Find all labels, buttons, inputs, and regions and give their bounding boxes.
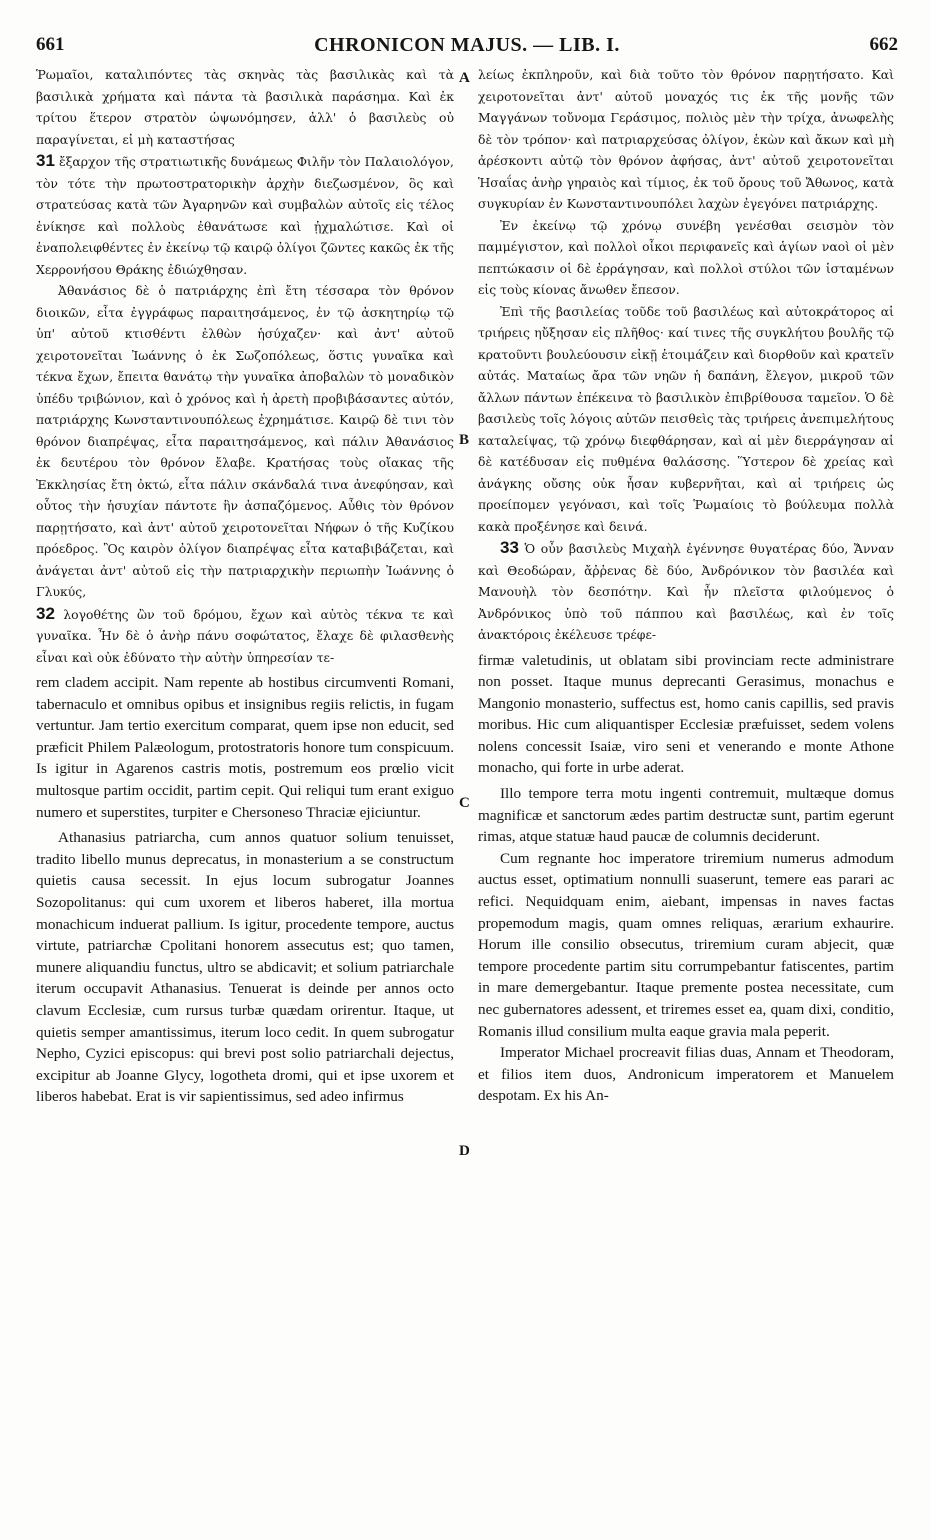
greek-paragraph: λείως ἐκπληροῦν, καὶ διὰ τοῦτο τὸν θρόνον παρῃτήσατο. Καὶ χειροτονεῖται ἀντ' αὐτοῦ μοναχός τις ἐκ τῆς μονῆς τῶν Μαγγάνων τοὔνομα Γεράσιμος, πολιὸς μὲν τὴν τρίχα, ἀνωφελὴς δὲ τὸν τρόπον· καὶ πατριαρχεύσας ὀλίγον, ἑκὼν καὶ ἄκων καὶ μὴ ἀρέσκοντι αὐτῷ τὸν θρόνον ἀφήσας, ἀντ' αὐτοῦ χειροτονεῖται Ἡσαΐας ἀνὴρ γηραιὸς καὶ τίμιος, ἐκ τοῦ ὄρους τοῦ Ἄθωνος, κατὰ συγκυρίαν ἐν Κωνσταντινουπόλει λαχὼν ἐγεγόνει πατριάρχης. [478,67,894,211]
greek-paragraph: Ἀθανάσιος δὲ ὁ πατριάρχης ἐπὶ ἔτη τέσσαρα τὸν θρόνον διοικῶν, εἶτα ἐγγράφως παραιτησάμενος, ἐν τῷ ἀσκητηρίῳ τῷ ὑπ' αὐτοῦ κτισθέντι ἐλθὼν ἡσύχαζεν· καὶ ἀντ' αὐτοῦ χειροτονεῖται Ἰωάννης ὁ ἐκ Σωζοπόλεως, ὅστις γυναῖκα καὶ τέκνα ἔχων, ἔπειτα θανάτῳ τὴν γυναῖκα ἀποβαλὼν τὸ μοναδικὸν ὑπέδυ τριβώνιον, καὶ ὁ χρόνος καὶ ἡ ἀρετὴ προβιβάσαντες αὐτόν, πατριάρχης Κωνσταντινουπόλεως ἐχρημάτισε. Καιρῷ δὲ τινι τὸν θρόνον διαπρέψας, εἶτα παραιτησάμενος, καὶ πάλιν Ἀθανάσιος ἐκ δευτέρου τὸν θρόνον ἔλαβε. Κρατήσας τοὺς οἴακας τῆς Ἐκκλησίας ἔτη ὀκτώ, εἶτα πάλιν σκάνδαλά τινα ἀνεφύησαν, καὶ οὗτος τὴν ἡσυχίαν πάντοτε ἣν ἀσπαζόμενος. Αὖθις τὸν θρόνον παρῃτήσατο, καὶ ἀντ' αὐτοῦ χειροτονεῖται Νήφων ὁ τῆς Κυζίκου πρόεδρος. Ὃς καιρὸν ὀλίγον διαπρέψας εἶτα καταβιβάζεται, καὶ ἀνάγεται ἀντ' αὐτοῦ εἰς τὴν πατριαρχικὴν περιωπὴν Ἰωάννης ὁ Γλυκύς, [36,283,454,599]
greek-paragraph [36,603,454,669]
page-number-right: 662 [869,34,898,55]
margin-marker-a: A [459,70,470,86]
latin-paragraph: Illo tempore terra motu ingenti contremuit, multæque domus magnificæ et sanctorum ædes partim destructæ sunt, partim egerunt rimas, atque statuæ haud paucæ de columnis deciderunt. [478,785,894,846]
greek-paragraph: Ἐπὶ τῆς βασιλείας τοῦδε τοῦ βασιλέως καὶ αὐτοκράτορος αἱ τριήρεις ηὔξησαν εἰς πλῆθος· καί τινες τῆς συγκλήτου βουλῆς τῷ κρατοῦντι βουλεύουσιν εἰκῇ ἑτοιμάζειν καὶ διορθοῦν καὶ κρατεῖν αὐτάς. Ματαίως ἄρα τῶν νηῶν ἡ δαπάνη, ἔλεγον, μικροῦ τῶν ἄλλων πάντων ἐπέκεινα τὸ βασιλικὸν ἐπιβρίθουσα ταμεῖον. Ὁ δὲ βασιλεὺς τοῖς λόγοις αὐτῶν πεισθεὶς τὰς τριήρεις ἀνεπιμελήτους καταλείψας, τῷ χρόνῳ διεφθάρησαν, καὶ αἱ μὲν διερράγησαν αἱ δὲ κατέδυσαν εἰς πυθμένα θαλάσσης. Ὕστερον δὲ χρείας καὶ ἀνάγκης οὔσης οὐκ ἦσαν κυβερνῆται, καὶ αἱ τριήρεις ὡς προείπομεν γεγόνασι, καὶ τοῖς Ῥωμαίοις τὸ βούλευμα πολλὰ κακὰ προξένησε καὶ δεινά. [478,303,894,534]
margin-marker-c: C [459,795,470,811]
margin-marker-d: D [459,1143,470,1159]
page-number-left: 661 [36,34,65,55]
latin-paragraph: Athanasius patriarcha, cum annos quatuor solium tenuisset, tradito libello munus deprecatus, in monasterium a se constructum quietis causa secessit. In ejus locum subrogatur Joannes Sozopolitanus: qui cum uxorem et liberos haberet, illa mortua monachicum induerat pallium. Is igitur, procedente tempore, auctus virtute, patriarchæ Cpolitani honorem assecutus est; quo tamen, munere aliquandiu functus, ultro se abdicavit; et solium patriarchale iterum occupavit Athanasius. Tenuerat is deinde per annos octo clavum Ecclesiæ, cum rursus turbæ quædam orirentur. Itaque, ut quietis semper amantissimus, iterum loco cedit. In quem subrogatur Nepho, Cyzici episcopus: qui brevi post solio patriarchali dejectus, excipitur ab Joanne Glycy, logotheta dromi, qui et ipse uxorem et liberos habebat. Erat is vir sapientissimus, sed adeo infirmus [36,829,454,1106]
greek-paragraph: Ῥωμαῖοι, καταλιπόντες τὰς σκηνὰς τὰς βασιλικὰς καὶ τὰ βασιλικὰ χρήματα καὶ πάντα τὰ βασιλικὰ παράσημα. Καὶ ἐκ τρίτου ἕτερον στρατὸν ὠψωνόμησεν, ἀλλ' ὁ βασιλεὺς οὐ παραγίνεται, εἰ μὴ καταστήσας [36,67,454,147]
right-column [478,64,894,1107]
greek-text: ἔξαρχον τῆς στρατιωτικῆς δυνάμεως Φιλῆν τὸν Παλαιολόγον, τὸν τότε τὴν πρωτοστρατορικὴν ἀρχὴν διεζωσμένον, ὃς καὶ στρατεύσας κατὰ τῶν Ἀγαρηνῶν καὶ συμβαλὼν αὐτοῖς εἰς τέλος ἐνίκησε καὶ πολλοὺς ἐθανάτωσε καὶ ᾐχμαλώτισε. Καὶ οἱ ἐναπολειφθέντες ἐν ἐκείνῳ τῷ καιρῷ ὀλίγοι ζῶντες κακῶς ἐκ τῆς Χερρονήσου Θράκης ἐδιώχθησαν. [36,154,454,277]
section-number: 33 [500,538,519,557]
section-number: 31 [36,151,55,170]
margin-marker-b: B [459,432,470,448]
greek-text: λογοθέτης ὢν τοῦ δρόμου, ἔχων καὶ αὐτὸς τέκνα τε καὶ γυναῖκα. Ἦν δὲ ὁ ἀνὴρ πάνυ σοφώτατος, ἔλαχε δὲ φιλασθενὴς εἶναι καὶ οὐκ ἐδύνατο τὴν αὐτὴν ὑπηρεσίαν τε- [36,606,454,665]
section-number: 32 [36,603,55,623]
greek-text: Ὁ οὖν βασιλεὺς Μιχαὴλ ἐγέννησε θυγατέρας δύο, Ἄνναν καὶ Θεοδώραν, ἄῤῥενας δὲ δύο, Ἀνδρόνικον τὸν βασιλέα καὶ Μανουὴλ τὸν δεσπότην. Καὶ ἦν πλεῖστα φιλούμενος ὁ Ἀνδρόνικος ὑπὸ τοῦ πάππου καὶ βασιλέως, καὶ ἐν τοῖς ἀνακτόροις ἐκέλευσε τρέφε- [478,541,894,642]
greek-paragraph [478,537,894,646]
latin-paragraph: rem cladem accipit. Nam repente ab hostibus circumventi Romani, tabernaculo et omnibus opibus et insignibus regiis relictis, in fugam vertuntur. Jam tertio exercitum comparat, quem ipse non educit, sed præficit Philem Palæologum, protostratoris honore tum conspicuum. Is igitur in Agarenos castris motis, postremum eos prœlio vicit multosque partim occidit, partim cepit. Qui reliqui tum erant exiguo numero et superstites, turpiter e Chersoneso Thraciæ ejiciuntur. [36,674,454,821]
running-header [36,34,898,60]
latin-paragraph: firmæ valetudinis, ut oblatam sibi provinciam recte administrare non posset. Itaque munus deprecanti Gerasimus, monachus e Mangonio monasterio, suffectus est, homo canis capillis, sed pravis moribus. Hic cum aliquantisper Ecclesiæ præfuisset, sedem volens nolens concessit Isaiæ, viro seni et venerando e monte Athone monacho, qui forte in urbe aderat. [478,651,894,777]
latin-paragraph: Imperator Michael procreavit filias duas, Annam et Theodoram, et filios item duos, Andronicum imperatorem et Manuelem despotam. Ex his An- [478,1044,894,1105]
latin-paragraph: Cum regnante hoc imperatore triremium numerus admodum auctus esset, optimatium nonnulli suaserunt, temere eas parari ac refici. Nequidquam enim, aiebant, impensas in naves factas propemodum magis, quam omnes reliquas, ærarium exhaurire. Horum ille consilio obsecutus, triremium curam abjecit, quæ tempore procedente partim situ corrumpebantur fatiscentes, partim in mare demergebantur. Itaque premente postea necessitate, cum nec gubernatores adessent, et triremes esset ea, quam dixi, conditio, Romanis illud consilium multa eaque gravia mala peperit. [478,849,894,1040]
greek-paragraph [36,150,454,280]
greek-paragraph: Ἐν ἐκείνῳ τῷ χρόνῳ συνέβη γενέσθαι σεισμὸν τὸν παμμέγιστον, καὶ πολλοὶ οἶκοι περιφανεῖς καὶ ἁγίων ναοὶ οἱ μὲν πεπτώκασιν οἱ δὲ ἐρράγησαν, καὶ πολλοὶ στύλοι τῶν ἱσταμένων εἰς τοὺς κίονας ἄνωθεν ἔπεσον. [478,217,894,297]
running-title: CHRONICON MAJUS. — LIB. I. [314,34,620,56]
left-column [36,64,454,1108]
